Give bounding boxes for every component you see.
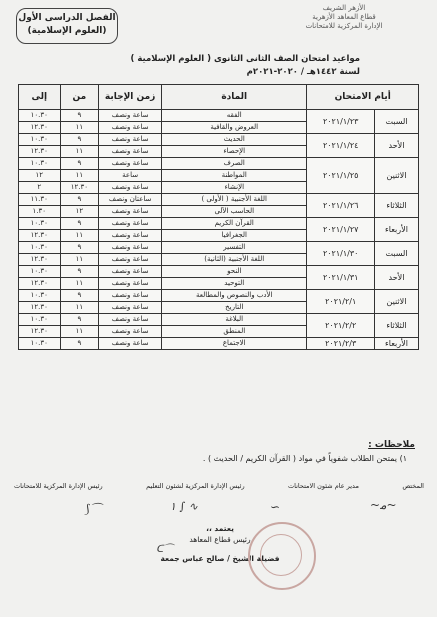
cell-from: ١١	[60, 254, 99, 266]
exam-day: الاثنين	[374, 158, 418, 194]
handwritten-signature: ۱ ∫ ∿	[170, 500, 198, 513]
table-header-row	[19, 85, 419, 110]
table-row	[19, 290, 419, 302]
cell-from: ١٢.٣٠	[60, 182, 99, 194]
cell-duration: ساعة ونصف	[99, 338, 162, 350]
cell-duration: ساعة ونصف	[99, 134, 162, 146]
cell-subject: المواطنة	[162, 170, 307, 182]
exam-day: الثلاثاء	[374, 314, 418, 338]
exam-date: ٢٠٢١/١/٢٥	[307, 158, 375, 194]
header-to: إلى	[19, 85, 61, 110]
cell-duration: ساعة ونصف	[99, 254, 162, 266]
term-label: الفصل الدراسى الأول	[18, 13, 116, 23]
signature-exams-director: مدير عام شئون الامتحانات	[287, 482, 359, 490]
cell-to: ١٠.٣٠	[19, 218, 61, 230]
cell-subject: البلاغة	[162, 314, 307, 326]
approval-label: يعتمد ،،	[206, 524, 234, 533]
signature-reviewer: المختص	[402, 482, 424, 490]
cell-from: ١١	[60, 278, 99, 290]
cell-subject: اللغة الأجنبية ( الأولى )	[162, 194, 307, 206]
cell-duration: ساعة ونصف	[99, 242, 162, 254]
cell-from: ٩	[60, 290, 99, 302]
cell-subject: التوحيد	[162, 278, 307, 290]
cell-to: ١٢.٣٠	[19, 326, 61, 338]
cell-duration: ساعة	[99, 170, 162, 182]
org-line: الإدارة المركزية للامتحانات	[305, 22, 383, 30]
approval-name: فضيلة الشيخ / صالح عباس جمعة	[160, 554, 280, 563]
table-row	[19, 242, 419, 254]
cell-to: ١٠.٣٠	[19, 242, 61, 254]
cell-from: ٩	[60, 242, 99, 254]
cell-from: ١١	[60, 146, 99, 158]
cell-duration: ساعة ونصف	[99, 110, 162, 122]
cell-subject: الأدب والنصوص والمطالعة	[162, 290, 307, 302]
exam-date: ٢٠٢١/١/٢٧	[307, 218, 375, 242]
cell-from: ٩	[60, 158, 99, 170]
cell-to: ١.٣٠	[19, 206, 61, 218]
table-row	[19, 194, 419, 206]
cell-from: ١١	[60, 122, 99, 134]
exam-day: الأربعاء	[374, 218, 418, 242]
organization-header	[269, 4, 419, 31]
schedule-body	[19, 110, 419, 350]
term-box	[16, 8, 118, 44]
cell-from: ١١	[60, 302, 99, 314]
header-duration: زمن الإجابة	[99, 85, 162, 110]
cell-duration: ساعة ونصف	[99, 146, 162, 158]
table-row	[19, 266, 419, 278]
cell-subject: النحو	[162, 266, 307, 278]
cell-duration: ساعة ونصف	[99, 302, 162, 314]
notes-section	[25, 440, 415, 463]
exam-date: ٢٠٢١/١/٣١	[307, 266, 375, 290]
track-label: (العلوم الإسلامية)	[27, 26, 107, 36]
signatures-row	[14, 482, 424, 490]
cell-subject: القرآن الكريم	[162, 218, 307, 230]
cell-from: ١١	[60, 170, 99, 182]
table-row	[19, 158, 419, 170]
cell-duration: ساعتان ونصف	[99, 194, 162, 206]
cell-duration: ساعة ونصف	[99, 326, 162, 338]
cell-to: ١٢.٣٠	[19, 122, 61, 134]
cell-subject: الحاسب الآلى	[162, 206, 307, 218]
header-from: من	[60, 85, 99, 110]
cell-subject: الجغرافيا	[162, 230, 307, 242]
schedule-title: مواعيد امتحان الصف الثانى الثانوى ( العلوم الإسلامية )	[130, 54, 360, 64]
exam-day: الأحد	[374, 134, 418, 158]
cell-from: ١١	[60, 326, 99, 338]
cell-from: ١١	[60, 230, 99, 242]
handwritten-signature: ~ﻣ~	[370, 498, 397, 512]
cell-duration: ساعة ونصف	[99, 278, 162, 290]
cell-to: ١٠.٣٠	[19, 134, 61, 146]
cell-duration: ساعة ونصف	[99, 182, 162, 194]
cell-subject: اللغة الأجنبية (الثانية)	[162, 254, 307, 266]
notes-heading: ملاحظات :	[368, 440, 415, 450]
cell-to: ١٠.٣٠	[19, 110, 61, 122]
schedule-table	[18, 84, 419, 350]
header-subject: المادة	[162, 85, 307, 110]
cell-from: ١٢	[60, 206, 99, 218]
cell-subject: التاريخ	[162, 302, 307, 314]
exam-day: السبت	[374, 242, 418, 266]
cell-from: ٩	[60, 338, 99, 350]
cell-subject: الصرف	[162, 158, 307, 170]
cell-to: ١٢.٣٠	[19, 146, 61, 158]
cell-subject: التفسير	[162, 242, 307, 254]
cell-duration: ساعة ونصف	[99, 122, 162, 134]
exam-date: ٢٠٢١/٢/١	[307, 290, 375, 314]
schedule-year: لسنة ١٤٤٢هـ / ٢٠٢٠-٢٠٢١م	[246, 67, 360, 77]
cell-duration: ساعة ونصف	[99, 218, 162, 230]
cell-from: ٩	[60, 110, 99, 122]
table-row	[19, 338, 419, 350]
table-row	[19, 218, 419, 230]
cell-to: ١٠.٣٠	[19, 266, 61, 278]
cell-to: ١٢.٣٠	[19, 278, 61, 290]
cell-to: ١٠.٣٠	[19, 338, 61, 350]
exam-date: ٢٠٢١/١/٢٦	[307, 194, 375, 218]
cell-to: ١٢.٣٠	[19, 254, 61, 266]
org-line: الأزهر الشريف	[322, 4, 366, 12]
cell-from: ٩	[60, 194, 99, 206]
exam-date: ٢٠٢١/٢/٢	[307, 314, 375, 338]
cell-subject: المنطق	[162, 326, 307, 338]
exam-date: ٢٠٢١/٢/٣	[307, 338, 375, 350]
cell-subject: الفقه	[162, 110, 307, 122]
cell-to: ١٢	[19, 170, 61, 182]
exam-day: الأحد	[374, 266, 418, 290]
signature-education-head: رئيس الإدارة المركزية لشئون التعليم	[146, 482, 245, 490]
cell-duration: ساعة ونصف	[99, 158, 162, 170]
cell-duration: ساعة ونصف	[99, 290, 162, 302]
cell-from: ٩	[60, 314, 99, 326]
cell-subject: الاجتماع	[162, 338, 307, 350]
exam-date: ٢٠٢١/١/٢٤	[307, 134, 375, 158]
approval-signature: ᑕ⌒	[156, 544, 174, 555]
cell-from: ٩	[60, 218, 99, 230]
note-item: ١) يمتحن الطلاب شفوياً في مواد ( القرآن الكريم / الحديث ) .	[202, 454, 407, 463]
cell-subject: الإحصاء	[162, 146, 307, 158]
cell-from: ٩	[60, 266, 99, 278]
cell-to: ١٢.٣٠	[19, 230, 61, 242]
handwritten-signature: ∽	[270, 500, 281, 514]
cell-duration: ساعة ونصف	[99, 314, 162, 326]
cell-to: ١٠.٣٠	[19, 158, 61, 170]
cell-to: ١١.٣٠	[19, 194, 61, 206]
handwritten-signature: ⟆⌒	[85, 502, 102, 516]
cell-to: ١٢.٣٠	[19, 302, 61, 314]
cell-to: ١٠.٣٠	[19, 290, 61, 302]
exam-day: الأربعاء	[374, 338, 418, 350]
stamp-ring	[260, 534, 302, 576]
cell-subject: العروض والقافية	[162, 122, 307, 134]
exam-date: ٢٠٢١/١/٣٠	[307, 242, 375, 266]
cell-to: ١٠.٣٠	[19, 314, 61, 326]
cell-subject: الإنشاء	[162, 182, 307, 194]
exam-date: ٢٠٢١/١/٢٣	[307, 110, 375, 134]
cell-to: ٢	[19, 182, 61, 194]
exam-day: الاثنين	[374, 290, 418, 314]
cell-duration: ساعة ونصف	[99, 206, 162, 218]
approval-title: رئيس قطاع المعاهد	[189, 535, 251, 544]
table-row	[19, 134, 419, 146]
exam-day: السبت	[374, 110, 418, 134]
cell-duration: ساعة ونصف	[99, 230, 162, 242]
cell-duration: ساعة ونصف	[99, 266, 162, 278]
cell-subject: الحديث	[162, 134, 307, 146]
org-line: قطاع المعاهد الأزهرية	[312, 13, 376, 21]
signature-exams-head: رئيس الإدارة المركزية للامتحانات	[14, 482, 103, 490]
cell-from: ٩	[60, 134, 99, 146]
table-row	[19, 314, 419, 326]
exam-day: الثلاثاء	[374, 194, 418, 218]
table-row	[19, 110, 419, 122]
header-days: أيام الامتحان	[307, 85, 419, 110]
